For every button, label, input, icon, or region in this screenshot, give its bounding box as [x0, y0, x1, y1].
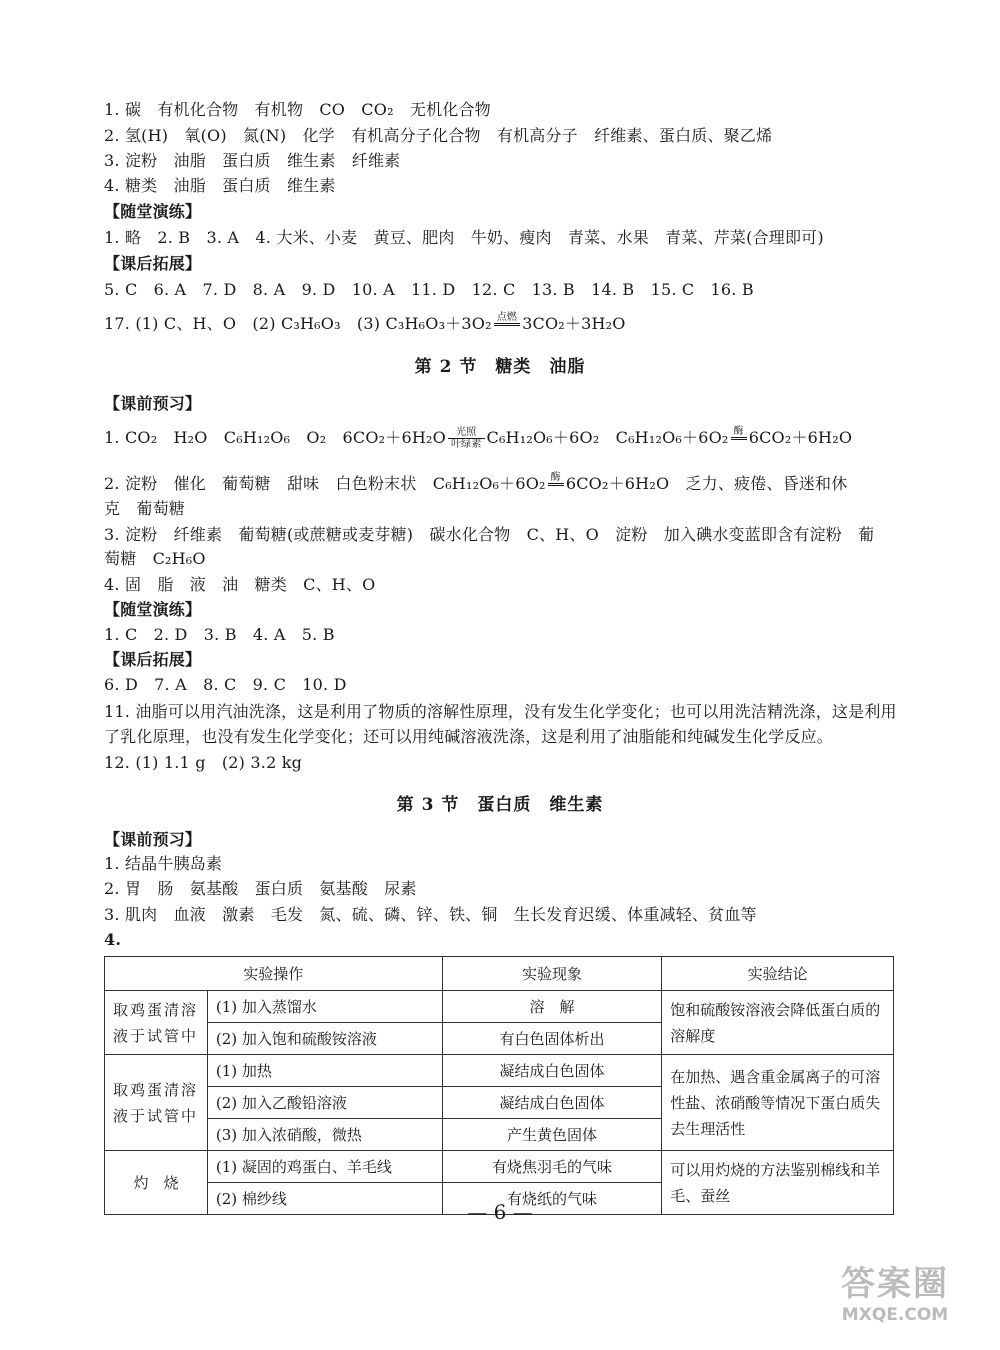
group3-op1: (1) 凝固的鸡蛋白、羊毛线	[207, 1151, 442, 1183]
s2-p1-cond2: 酶	[731, 426, 747, 440]
s1-practice: 1. 略 2. B 3. A 4. 大米、小麦 黄豆、肥肉 牛奶、瘦肉 青菜、水果 青菜、芹菜(合理即可)	[104, 228, 824, 247]
group3-op2: (2) 棉纱线	[207, 1183, 442, 1215]
s1-line4: 4. 糖类 油脂 蛋白质 维生素	[104, 176, 336, 195]
s2-p2-a: 2. 淀粉 催化 葡萄糖 甜味 白色粉末状 C₆H₁₂O₆＋6O₂	[104, 474, 546, 493]
s2-p3-cont: 萄糖 C₂H₆O	[104, 549, 206, 568]
group1-obs1: 溶 解	[442, 991, 662, 1023]
watermark-logo-text: 答案圈	[841, 1264, 949, 1304]
s1-practice-label: 【随堂演练】	[104, 202, 202, 221]
s3-p3: 3. 肌肉 血液 激素 毛发 氮、硫、磷、锌、铁、铜 生长发育迟缓、体重减轻、贫血等	[104, 905, 757, 924]
section2-title: 第 2 节 糖类 油脂	[414, 357, 586, 377]
s2-p2-cont: 克 葡萄糖	[104, 499, 186, 518]
group2-op3: (3) 加入浓硝酸，微热	[207, 1119, 442, 1151]
table-row	[105, 991, 894, 1023]
s2-p2-condition	[548, 472, 564, 497]
s1-line3: 3. 淀粉 油脂 蛋白质 维生素 纤维素	[104, 151, 401, 170]
s1-ext: 5. C 6. A 7. D 8. A 9. D 10. A 11. D 12. C 13. B 14. B 15. C 16. B	[104, 280, 754, 299]
group2-op2: (2) 加入乙酸铅溶液	[207, 1087, 442, 1119]
experiment-table	[104, 956, 894, 1215]
s2-p1-condition2	[731, 426, 747, 451]
s1-q17	[104, 312, 626, 337]
s2-p3: 3. 淀粉 纤维素 葡萄糖(或蔗糖或麦芽糖) 碳水化合物 C、H、O 淀粉 加入碘水变蓝即含有淀粉 葡	[104, 525, 875, 544]
q17-part-a: 17. (1) C、H、O (2) C₃H₆O₃ (3) C₃H₆O₃＋3O₂	[104, 314, 492, 333]
s3-p2: 2. 胃 肠 氨基酸 蛋白质 氨基酸 尿素	[104, 879, 417, 898]
table-header-row	[105, 957, 894, 991]
group1-result: 饱和硫酸铵溶液会降低蛋白质的溶解度	[662, 991, 894, 1055]
s2-ext-label: 【课后拓展】	[104, 650, 202, 669]
header-operation: 实验操作	[105, 957, 443, 991]
s2-practice: 1. C 2. D 3. B 4. A 5. B	[104, 625, 335, 644]
q17-part-b: 3CO₂＋3H₂O	[522, 314, 626, 333]
s1-line1: 1. 碳 有机化合物 有机物 CO CO₂ 无机化合物	[104, 100, 491, 119]
s2-q12: 12. (1) 1.1 g (2) 3.2 kg	[104, 753, 303, 772]
s3-preview-label: 【课前预习】	[104, 830, 202, 849]
group1-obs2: 有白色固体析出	[442, 1023, 662, 1055]
group3-obs1: 有烧焦羽毛的气味	[442, 1151, 662, 1183]
section3-title: 第 3 节 蛋白质 维生素	[396, 795, 604, 815]
group2-result: 在加热、遇含重金属离子的可溶性盐、浓硝酸等情况下蛋白质失去生理活性	[662, 1055, 894, 1151]
s1-ext-label: 【课后拓展】	[104, 254, 202, 273]
page-number: — 6 —	[467, 1200, 533, 1224]
q17-condition	[494, 312, 520, 337]
s2-p2-b: 6CO₂＋6H₂O 乏力、疲倦、昏迷和休	[565, 474, 848, 493]
watermark-url: MXQE.COM	[841, 1305, 949, 1325]
q17-cond-text: 点燃	[494, 312, 520, 326]
s2-p1-cond-bottom: 叶绿素	[450, 439, 482, 450]
s2-p1	[104, 426, 852, 451]
s3-p4: 4.	[104, 930, 122, 949]
group3-obs2: 有烧纸的气味	[442, 1183, 662, 1215]
group2-obs2: 凝结成白色固体	[442, 1087, 662, 1119]
watermark-logo	[820, 1256, 970, 1336]
s1-line2: 2. 氢(H) 氧(O) 氮(N) 化学 有机高分子化合物 有机高分子 纤维素、蛋白质、聚乙烯	[104, 126, 773, 145]
group1-op2: (2) 加入饱和硫酸铵溶液	[207, 1023, 442, 1055]
s2-p4: 4. 固 脂 液 油 糖类 C、H、O	[104, 575, 376, 594]
s2-p1-c: 6CO₂＋6H₂O	[748, 428, 853, 447]
group3-result: 可以用灼烧的方法鉴别棉线和羊毛、蚕丝	[662, 1151, 894, 1215]
s2-p1-condition	[448, 427, 485, 450]
s2-p1-b: C₆H₁₂O₆＋6O₂ C₆H₁₂O₆＋6O₂	[486, 428, 729, 447]
s2-p2-cond: 酶	[548, 472, 564, 486]
s2-preview-label: 【课前预习】	[104, 394, 202, 413]
header-conclusion: 实验结论	[662, 957, 894, 991]
group1-op1: (1) 加入蒸馏水	[207, 991, 442, 1023]
s2-q11: 11. 油脂可以用汽油洗涤，这是利用了物质的溶解性原理，没有发生化学变化；也可以用洗洁精洗涤，这是利用了乳化原理，也没有发生化学变化；还可以用纯碱溶液洗涤，这是利用了油脂能和纯碱发生化学反应。	[104, 702, 897, 746]
group2-op1: (1) 加热	[207, 1055, 442, 1087]
group2-obs1: 凝结成白色固体	[442, 1055, 662, 1087]
s2-p1-a: 1. CO₂ H₂O C₆H₁₂O₆ O₂ 6CO₂＋6H₂O	[104, 428, 446, 447]
group2-subject: 取鸡蛋清溶液于试管中	[105, 1055, 208, 1151]
group2-obs3: 产生黄色固体	[442, 1119, 662, 1151]
s2-ext: 6. D 7. A 8. C 9. C 10. D	[104, 675, 347, 694]
s3-p1: 1. 结晶牛胰岛素	[104, 854, 223, 873]
s2-p1-cond-top: 光照	[448, 427, 485, 439]
header-observation: 实验现象	[442, 957, 662, 991]
s2-practice-label: 【随堂演练】	[104, 600, 202, 619]
s2-p2	[104, 472, 847, 497]
group3-subject: 灼 烧	[105, 1151, 208, 1215]
table-row	[105, 1151, 894, 1183]
group1-subject: 取鸡蛋清溶液于试管中	[105, 991, 208, 1055]
table-row	[105, 1055, 894, 1087]
